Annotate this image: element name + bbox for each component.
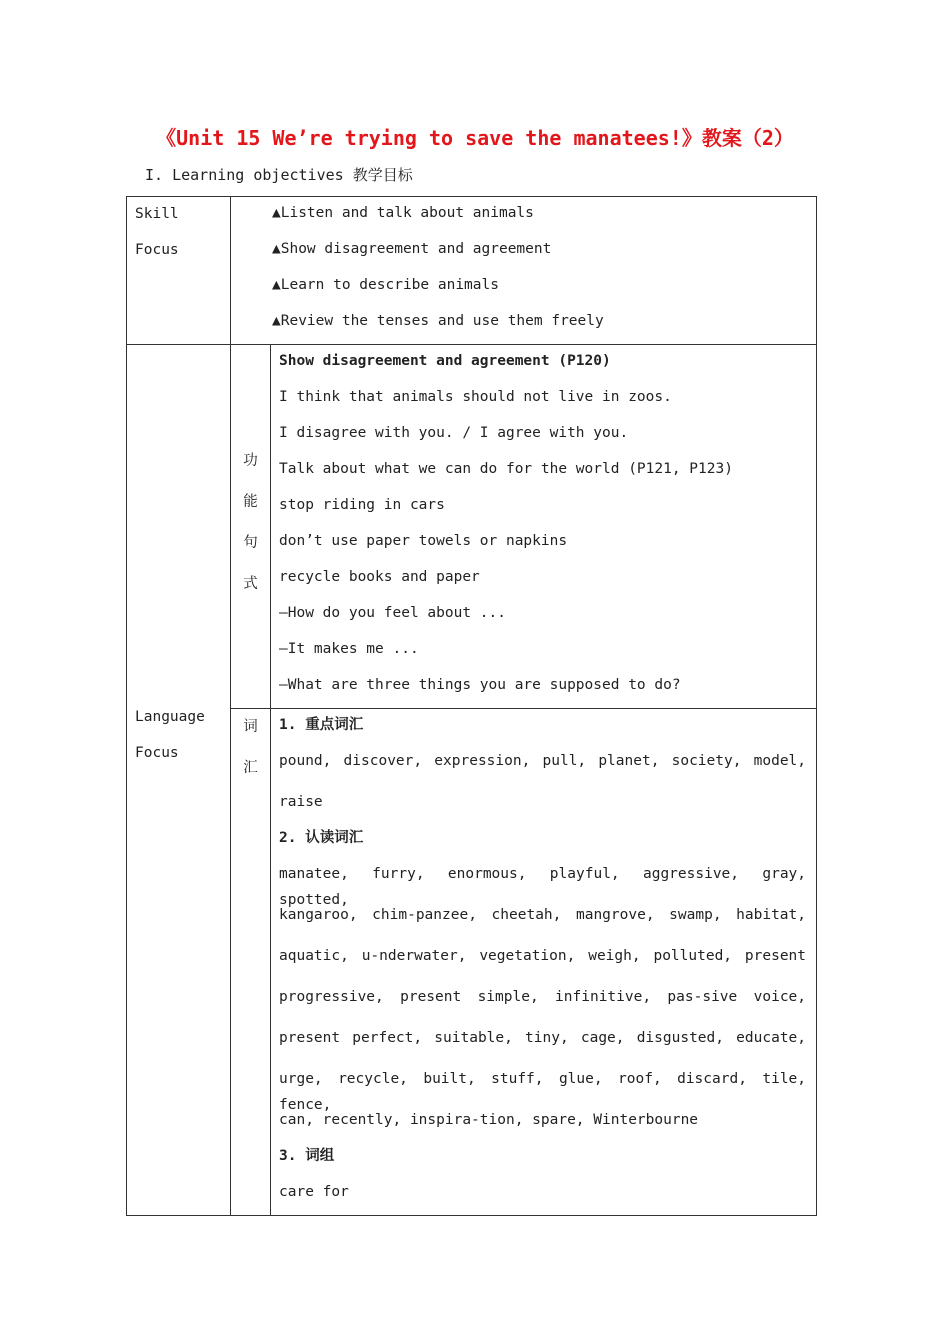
objectives-table bbox=[126, 196, 817, 1216]
vocabulary-row bbox=[127, 709, 817, 1216]
function-line: don’t use paper towels or napkins bbox=[279, 533, 568, 549]
vocab-line: pound, discover, expression, pull, planet, society, model, bbox=[279, 753, 807, 769]
phrase-line: care for bbox=[279, 1184, 349, 1200]
functions-content bbox=[271, 345, 817, 709]
function-line: stop riding in cars bbox=[279, 497, 445, 513]
vocab-line: aquatic, u-nderwater, vegetation, weigh, polluted, present bbox=[279, 948, 807, 964]
function-line: I disagree with you. / I agree with you. bbox=[279, 425, 629, 441]
function-line: —What are three things you are supposed to do? bbox=[279, 677, 681, 693]
skill-item: ▲Listen and talk about animals bbox=[272, 205, 534, 221]
functions-row bbox=[127, 345, 817, 709]
skill-item: ▲Show disagreement and agreement bbox=[272, 241, 552, 257]
vocab-line: urge, recycle, built, stuff, glue, roof, discard, tile, fence, bbox=[279, 1071, 807, 1113]
vocab-line: kangaroo, chim-panzee, cheetah, mangrove, swamp, habitat, bbox=[279, 907, 807, 923]
skill-focus-row bbox=[127, 197, 817, 345]
vocabulary-vertical-label: 词 汇 bbox=[231, 709, 271, 1216]
skill-focus-items bbox=[231, 197, 817, 345]
function-line: —How do you feel about ... bbox=[279, 605, 506, 621]
vocab-line: manatee, furry, enormous, playful, aggressive, gray, spotted, bbox=[279, 866, 807, 908]
key-vocab-heading: 1. 重点词汇 bbox=[279, 717, 364, 733]
vocabulary-content bbox=[271, 709, 817, 1216]
language-focus-label: Language Focus bbox=[127, 345, 231, 1216]
function-line: recycle books and paper bbox=[279, 569, 480, 585]
phrases-heading: 3. 词组 bbox=[279, 1148, 335, 1164]
functions-vertical-label: 功 能 句 式 bbox=[231, 345, 271, 709]
function-line: —It makes me ... bbox=[279, 641, 419, 657]
section-heading: I. Learning objectives 教学目标 bbox=[145, 166, 413, 184]
vocab-line: raise bbox=[279, 794, 323, 810]
functions-heading: Show disagreement and agreement (P120) bbox=[279, 353, 611, 369]
vocab-line: present perfect, suitable, tiny, cage, disgusted, educate, bbox=[279, 1030, 807, 1046]
skill-item: ▲Review the tenses and use them freely bbox=[272, 313, 604, 329]
vocab-line: can, recently, inspira-tion, spare, Winterbourne bbox=[279, 1112, 699, 1128]
skill-focus-label: Skill Focus bbox=[127, 197, 231, 345]
recognition-vocab-heading: 2. 认读词汇 bbox=[279, 830, 364, 846]
function-line: I think that animals should not live in zoos. bbox=[279, 389, 672, 405]
skill-item: ▲Learn to describe animals bbox=[272, 277, 499, 293]
vocab-line: progressive, present simple, infinitive, pas-sive voice, bbox=[279, 989, 807, 1005]
function-line: Talk about what we can do for the world (P121, P123) bbox=[279, 461, 733, 477]
document-title: 《Unit 15 We’re trying to save the manatees!》教案（2） bbox=[156, 126, 794, 150]
